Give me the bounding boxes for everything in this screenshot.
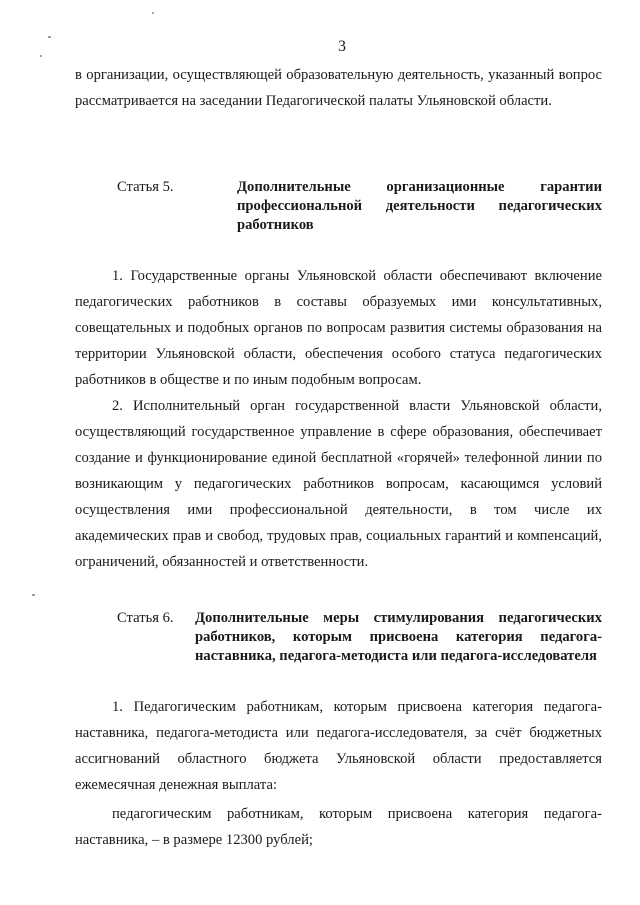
article-5-paragraph-2: 2. Исполнительный орган государственной власти Ульяновской области, осуществляющий государственное управление в сфере образования, обеспечивает создание и функционирование единой бесплатной «горячей» телефонной линии по возникающим у педагогических работников вопросам, касающимся условий осуществления ими профессиональной деятельности, в том числе их академических прав и свобод, трудовых прав, социальных гарантий и компенсаций, ограничений, обязанностей и ответственности. (75, 398, 602, 570)
scan-speck (32, 594, 35, 596)
article-5-title: Дополнительные организационные гарантии профессиональной деятельности педагогических работников (237, 179, 602, 233)
article-5-label: Статья 5. (117, 179, 174, 195)
page-number: 3 (338, 38, 346, 55)
article-5-paragraph-1: 1. Государственные органы Ульяновской области обеспечивают включение педагогических работников в составы образуемых ими консультативных, совещательных и подобных органов по вопросам развития системы образования на территории Ульяновской области, обеспечения особого статуса педагогических работников в обществе и по иным подобным вопросам. (75, 268, 602, 388)
intro-paragraph: в организации, осуществляющей образовательную деятельность, указанный вопрос рассматривается на заседании Педагогической палаты Ульяновской области. (75, 67, 602, 109)
article-6-title: Дополнительные меры стимулирования педагогических работников, которым присвоена категория педагога-наставника, педагога-методиста или педагога-исследователя (195, 610, 602, 664)
article-6-label: Статья 6. (117, 610, 174, 626)
article-6-paragraph-2: педагогическим работникам, которым присвоена категория педагога-наставника, – в размере 12300 рублей; (75, 806, 602, 848)
article-6-paragraph-1: 1. Педагогическим работникам, которым присвоена категория педагога-наставника, педагога-методиста или педагога-исследователя, за счёт бюджетных ассигнований областного бюджета Ульяновской области предоставляется ежемесячная денежная выплата: (75, 699, 602, 793)
scan-speck (152, 12, 154, 14)
